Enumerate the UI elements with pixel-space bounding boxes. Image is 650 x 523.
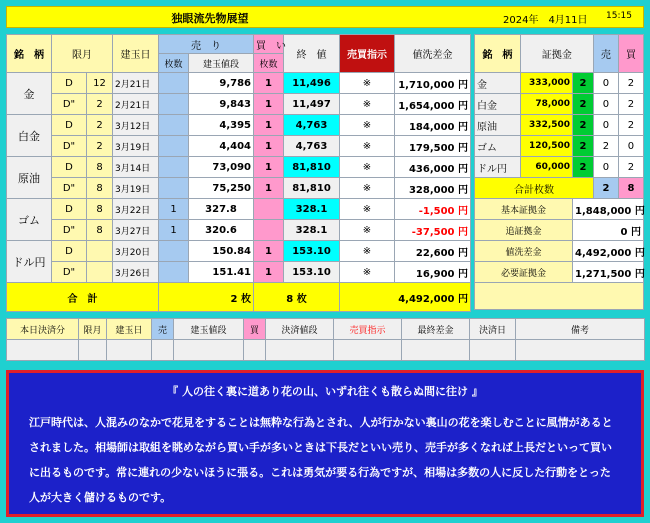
settle-col-header: 限月 xyxy=(79,319,107,340)
close-price: 153.10 xyxy=(284,241,340,262)
limit-month xyxy=(87,262,113,283)
margin-table xyxy=(474,34,644,310)
summary-row xyxy=(475,241,644,262)
code: D xyxy=(52,157,87,178)
buy-qty: 1 xyxy=(254,241,284,262)
sell-qty: 1 xyxy=(159,220,189,241)
order-mark: ※ xyxy=(340,220,395,241)
brand-name: 金 xyxy=(7,73,52,115)
settle-col-header: 建玉値段 xyxy=(174,319,244,340)
entry-price: 73,090 xyxy=(189,157,254,178)
limit-month: 8 xyxy=(87,157,113,178)
entry-date: 2月21日 xyxy=(113,73,159,94)
margin-qty: 2 xyxy=(573,115,594,136)
settlement-table xyxy=(6,318,645,361)
sell-qty xyxy=(159,157,189,178)
side-total-sell: 2 xyxy=(593,178,618,199)
entry-date: 3月14日 xyxy=(113,157,159,178)
settle-empty-3[interactable] xyxy=(107,340,152,361)
col-valuation: 値洗差金 xyxy=(395,35,471,73)
limit-month: 8 xyxy=(87,199,113,220)
buy-qty: 1 xyxy=(254,94,284,115)
position-row[interactable] xyxy=(7,136,471,157)
margin-brand: 金 xyxy=(475,73,521,94)
entry-price: 4,404 xyxy=(189,136,254,157)
summary-label: 追証拠金 xyxy=(475,220,573,241)
brand-name: 原油 xyxy=(7,157,52,199)
summary-value: 4,492,000 円 xyxy=(573,241,644,262)
header-time: 15:15 xyxy=(606,11,632,21)
settle-empty-2[interactable] xyxy=(79,340,107,361)
position-row[interactable] xyxy=(7,199,471,220)
code: D" xyxy=(52,178,87,199)
buy-qty: 1 xyxy=(254,157,284,178)
settle-empty-4[interactable] xyxy=(152,340,174,361)
margin-value: 120,500 xyxy=(520,136,572,157)
entry-date: 3月12日 xyxy=(113,115,159,136)
side-blank xyxy=(475,283,644,310)
valuation: 1,710,000 円 xyxy=(395,73,471,94)
summary-label: 基本証拠金 xyxy=(475,199,573,220)
entry-date: 3月20日 xyxy=(113,241,159,262)
close-price: 4,763 xyxy=(284,115,340,136)
buy-qty: 1 xyxy=(254,136,284,157)
buy-qty: 1 xyxy=(254,73,284,94)
col-buy: 買 い xyxy=(254,35,284,54)
limit-month xyxy=(87,241,113,262)
code: D xyxy=(52,73,87,94)
summary-row xyxy=(475,262,644,283)
settle-empty-1[interactable] xyxy=(7,340,79,361)
side-total-label: 合計枚数 xyxy=(475,178,594,199)
sell-qty xyxy=(159,94,189,115)
buy-qty: 1 xyxy=(254,178,284,199)
brand-name: ドル円 xyxy=(7,241,52,283)
side-col-margin: 証拠金 xyxy=(520,35,593,73)
valuation: 1,654,000 円 xyxy=(395,94,471,115)
position-row[interactable] xyxy=(7,73,471,94)
buy-qty: 1 xyxy=(254,115,284,136)
close-price: 153.10 xyxy=(284,262,340,283)
order-mark: ※ xyxy=(340,94,395,115)
valuation: -37,500 円 xyxy=(395,220,471,241)
buy-qty xyxy=(254,199,284,220)
summary-value: 1,848,000 円 xyxy=(573,199,644,220)
valuation: 16,900 円 xyxy=(395,262,471,283)
sell-qty xyxy=(159,262,189,283)
position-row[interactable] xyxy=(7,178,471,199)
sell-qty xyxy=(159,115,189,136)
settle-empty-5[interactable] xyxy=(174,340,244,361)
close-price: 4,763 xyxy=(284,136,340,157)
settle-empty-11[interactable] xyxy=(516,340,645,361)
settle-empty-9[interactable] xyxy=(402,340,470,361)
buy-qty xyxy=(254,220,284,241)
total-valuation: 4,492,000 円 xyxy=(340,283,471,312)
margin-qty: 2 xyxy=(573,157,594,178)
margin-row xyxy=(475,115,644,136)
col-entry-date: 建玉日 xyxy=(113,35,159,73)
margin-qty: 2 xyxy=(573,136,594,157)
brand-name: 白金 xyxy=(7,115,52,157)
margin-sell: 2 xyxy=(593,136,618,157)
close-price: 11,497 xyxy=(284,94,340,115)
order-mark: ※ xyxy=(340,262,395,283)
summary-label: 値洗差金 xyxy=(475,241,573,262)
position-row[interactable] xyxy=(7,115,471,136)
summary-label: 必要証拠金 xyxy=(475,262,573,283)
quote-body: 江戸時代は、人混みのなかで花見をすることは無粋な行為とされ、人が行かない裏山の花を楽しむことに風情があるとされました。相場師は取組を眺めながら買い手が多いときは下長だといい売り、売手が多くなれば上長だといって買いに出るものです。常に連れの少ないほうに張る。これは勇気が要る行為ですが、相場は多数の人に反した行動をとった人が大きく儲けるものです。 xyxy=(29,416,613,504)
close-price: 81,810 xyxy=(284,178,340,199)
valuation: 328,000 円 xyxy=(395,178,471,199)
margin-buy: 2 xyxy=(618,157,643,178)
valuation: 436,000 円 xyxy=(395,157,471,178)
col-buy-qty: 枚数 xyxy=(254,54,284,73)
margin-row xyxy=(475,73,644,94)
summary-row xyxy=(475,220,644,241)
entry-date: 3月19日 xyxy=(113,136,159,157)
position-row[interactable] xyxy=(7,262,471,283)
margin-buy: 0 xyxy=(618,136,643,157)
order-mark: ※ xyxy=(340,178,395,199)
col-entry-price: 建玉値段 xyxy=(189,54,254,73)
margin-brand: ドル円 xyxy=(475,157,521,178)
code: D" xyxy=(52,136,87,157)
summary-value: 0 円 xyxy=(573,220,644,241)
entry-date: 3月26日 xyxy=(113,262,159,283)
margin-sell: 0 xyxy=(593,94,618,115)
valuation: 184,000 円 xyxy=(395,115,471,136)
col-close: 終 値 xyxy=(284,35,340,73)
position-row[interactable] xyxy=(7,157,471,178)
settle-col-header: 決済日 xyxy=(470,319,516,340)
code: D xyxy=(52,199,87,220)
side-total-buy: 8 xyxy=(618,178,643,199)
code: D" xyxy=(52,94,87,115)
entry-price: 150.84 xyxy=(189,241,254,262)
col-brand: 銘 柄 xyxy=(7,35,52,73)
margin-brand: ゴム xyxy=(475,136,521,157)
entry-price: 75,250 xyxy=(189,178,254,199)
limit-month: 2 xyxy=(87,115,113,136)
valuation: 22,600 円 xyxy=(395,241,471,262)
code: D" xyxy=(52,220,87,241)
entry-price: 9,843 xyxy=(189,94,254,115)
settle-empty-6[interactable] xyxy=(244,340,266,361)
order-mark: ※ xyxy=(340,115,395,136)
limit-month: 8 xyxy=(87,178,113,199)
code: D xyxy=(52,115,87,136)
settle-empty-7[interactable] xyxy=(266,340,334,361)
position-row[interactable] xyxy=(7,94,471,115)
col-sell-qty: 枚数 xyxy=(159,54,189,73)
total-buy: 8 枚 xyxy=(254,283,340,312)
margin-brand: 白金 xyxy=(475,94,521,115)
margin-sell: 0 xyxy=(593,73,618,94)
col-order: 売買指示 xyxy=(340,35,395,73)
position-row[interactable] xyxy=(7,241,471,262)
margin-row xyxy=(475,157,644,178)
position-row[interactable] xyxy=(7,220,471,241)
page-title: 独眼流先物展望 xyxy=(171,12,249,25)
valuation: -1,500 円 xyxy=(395,199,471,220)
margin-qty: 2 xyxy=(573,73,594,94)
settle-col-header: 売 xyxy=(152,319,174,340)
close-price: 11,496 xyxy=(284,73,340,94)
margin-buy: 2 xyxy=(618,115,643,136)
close-price: 81,810 xyxy=(284,157,340,178)
settle-col-header: 建玉日 xyxy=(107,319,152,340)
entry-date: 2月21日 xyxy=(113,94,159,115)
sell-qty xyxy=(159,136,189,157)
limit-month: 2 xyxy=(87,136,113,157)
settle-col-header: 本日決済分 xyxy=(7,319,79,340)
valuation: 179,500 円 xyxy=(395,136,471,157)
positions-table xyxy=(6,34,471,312)
close-price: 328.1 xyxy=(284,199,340,220)
order-mark: ※ xyxy=(340,157,395,178)
margin-value: 333,000 xyxy=(520,73,572,94)
settle-col-header: 最終差金 xyxy=(402,319,470,340)
entry-date: 3月22日 xyxy=(113,199,159,220)
margin-sell: 0 xyxy=(593,115,618,136)
sell-qty xyxy=(159,73,189,94)
summary-value: 1,271,500 円 xyxy=(573,262,644,283)
code: D" xyxy=(52,262,87,283)
settle-col-header: 決済値段 xyxy=(266,319,334,340)
summary-row xyxy=(475,199,644,220)
entry-price: 327.8 xyxy=(189,199,254,220)
order-mark: ※ xyxy=(340,136,395,157)
side-col-sell: 売 xyxy=(593,35,618,73)
limit-month: 8 xyxy=(87,220,113,241)
total-label: 合 計 xyxy=(7,283,159,312)
col-limit-month: 限月 xyxy=(52,35,113,73)
side-col-buy: 買 xyxy=(618,35,643,73)
margin-value: 332,500 xyxy=(520,115,572,136)
margin-row xyxy=(475,94,644,115)
order-mark: ※ xyxy=(340,73,395,94)
code: D xyxy=(52,241,87,262)
settle-empty-10[interactable] xyxy=(470,340,516,361)
margin-buy: 2 xyxy=(618,73,643,94)
sell-qty xyxy=(159,178,189,199)
settle-col-header: 備考 xyxy=(516,319,645,340)
entry-date: 3月19日 xyxy=(113,178,159,199)
quote-box xyxy=(6,370,644,517)
entry-price: 320.6 xyxy=(189,220,254,241)
margin-value: 78,000 xyxy=(520,94,572,115)
entry-price: 9,786 xyxy=(189,73,254,94)
col-sell: 売 り xyxy=(159,35,254,54)
sell-qty xyxy=(159,241,189,262)
entry-price: 4,395 xyxy=(189,115,254,136)
margin-row xyxy=(475,136,644,157)
limit-month: 2 xyxy=(87,94,113,115)
side-col-brand: 銘 柄 xyxy=(475,35,521,73)
header-date: 2024年 4月11日 xyxy=(503,15,588,26)
quote-title: 『 人の往く裏に道あり花の山、いずれ往くも散らぬ間に往け 』 xyxy=(167,385,483,398)
margin-sell: 0 xyxy=(593,157,618,178)
sell-qty: 1 xyxy=(159,199,189,220)
margin-brand: 原油 xyxy=(475,115,521,136)
settle-col-header: 買 xyxy=(244,319,266,340)
settle-empty-8[interactable] xyxy=(334,340,402,361)
order-mark: ※ xyxy=(340,241,395,262)
entry-date: 3月27日 xyxy=(113,220,159,241)
limit-month: 12 xyxy=(87,73,113,94)
close-price: 328.1 xyxy=(284,220,340,241)
margin-value: 60,000 xyxy=(520,157,572,178)
margin-buy: 2 xyxy=(618,94,643,115)
settle-col-header: 売買指示 xyxy=(334,319,402,340)
brand-name: ゴム xyxy=(7,199,52,241)
entry-price: 151.41 xyxy=(189,262,254,283)
total-sell: 2 枚 xyxy=(159,283,254,312)
margin-qty: 2 xyxy=(573,94,594,115)
buy-qty: 1 xyxy=(254,262,284,283)
order-mark: ※ xyxy=(340,199,395,220)
